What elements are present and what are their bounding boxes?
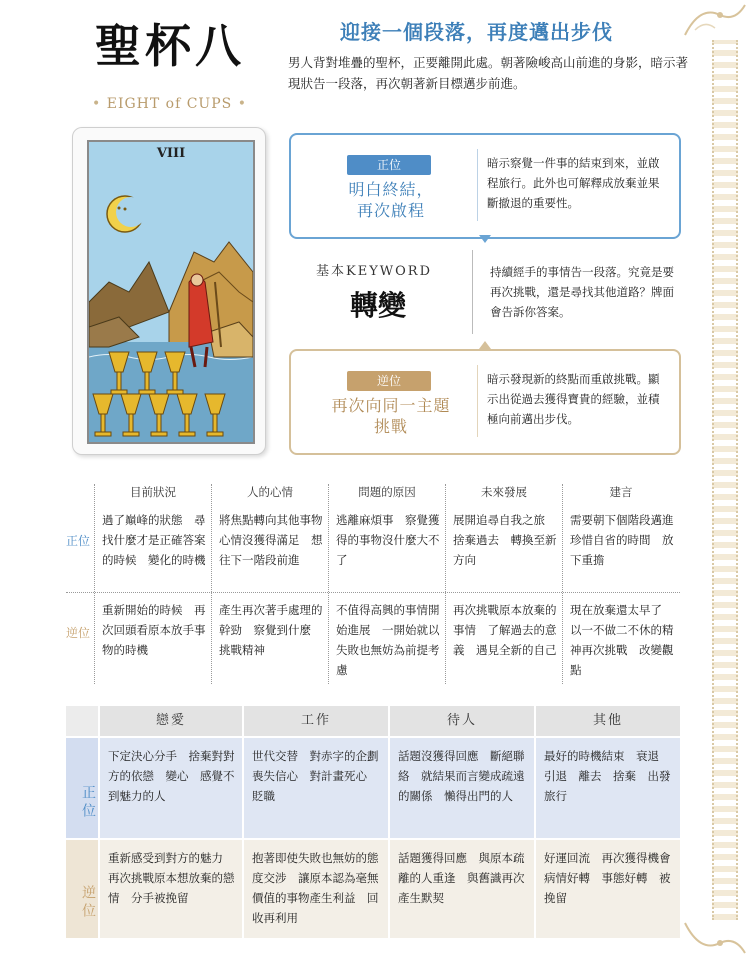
row-label-reversed: 逆位: [66, 626, 91, 640]
reversed-summary-line2: 挑戰: [373, 417, 408, 436]
row-label-reversed: 逆位: [66, 840, 98, 938]
card-english-name: • EIGHT of CUPS •: [92, 96, 247, 112]
table-cell: 現在放棄還太早了 以一不做二不休的精神再次挑戰 改變觀點: [570, 603, 674, 677]
table-cell: 重新感受到對方的魅力 再次挑戰原本想放棄的戀情 分手被挽留: [100, 840, 242, 938]
topic-table: [66, 706, 680, 938]
upright-meaning-box: [289, 133, 681, 239]
table-cell: 話題獲得回應 與原本疏離的人重逢 與舊識再次產生默契: [390, 840, 534, 938]
table-cell: 產生再次著手處理的幹勁 察覺到什麼 挑戰精神: [219, 603, 323, 657]
column-header: 其他: [536, 706, 680, 736]
card-title: 聖杯八: [95, 19, 245, 73]
decorative-side-border: [712, 40, 738, 920]
keyword-divider: [472, 250, 473, 334]
table-cell: 不值得高興的事情開始進展 一開始就以失敗也無妨為前提考慮: [336, 603, 440, 677]
reversed-summary: [311, 395, 471, 437]
table-cell: 再次挑戰原本放棄的事情 了解過去的意義 遇見全新的自己: [453, 603, 557, 657]
table-cell: 最好的時機結束 衰退 引退 離去 捨棄 出發旅行: [536, 738, 680, 838]
upright-description: 暗示察覺一件事的結束到來，並啟程旅行。此外也可解釋成放棄並果斷撤退的重要性。: [487, 156, 660, 210]
column-header: 人的心情: [247, 485, 293, 499]
column-header: 問題的原因: [358, 485, 416, 499]
corner-ornament-bottom: [680, 918, 750, 958]
upright-tag: 正位: [347, 155, 431, 175]
grid-line: [94, 484, 95, 684]
column-header: 戀愛: [100, 706, 242, 736]
keyword-label: 基本KEYWORD: [316, 264, 433, 279]
tarot-card-art: [87, 140, 255, 444]
grid-line: [211, 484, 212, 684]
table-cell: 世代交替 對赤字的企劃喪失信心 對計畫死心 貶職: [244, 738, 388, 838]
column-header: 待人: [390, 706, 534, 736]
card-english-name-text: EIGHT of CUPS: [106, 96, 233, 112]
reversed-meaning-box: [289, 349, 681, 455]
row-label-upright: 正位: [66, 738, 98, 838]
reversed-description: 暗示發現新的終點而重啟挑戰。顯示出從過去獲得寶貴的經驗，並積極向前邁出步伐。: [487, 372, 660, 426]
table-cell: 需要朝下個階段邁進 珍惜自省的時間 放下重擔: [570, 513, 685, 567]
column-header: 未來發展: [481, 485, 527, 499]
row-label-upright: 正位: [66, 534, 91, 548]
grid-line: [66, 592, 680, 593]
reversed-summary-line1: 再次向同一主題: [331, 396, 451, 415]
situation-table: [66, 484, 686, 694]
card-numeral: VIII: [156, 146, 186, 161]
table-cell: 展開追尋自我之旅 捨棄過去 轉換至新方向: [453, 513, 557, 567]
divider: [477, 365, 478, 437]
divider: [477, 149, 478, 221]
column-header: 建言: [609, 485, 633, 499]
headline: 迎接一個段落，再度邁出步伐: [340, 20, 613, 44]
table-cell: 將焦點轉向其他事物 心情沒獲得滿足 想往下一階段前進: [219, 513, 334, 567]
lead-paragraph: 男人背對堆疊的聖杯，正要離開此處。朝著險峻高山前進的身影，暗示著現狀告一段落，再次朝著新目標邁步前進。: [288, 55, 689, 91]
table-corner: [66, 706, 98, 736]
card-illustration: [89, 142, 253, 442]
table-cell: 下定決心分手 捨棄對對方的依戀 變心 感覺不到魅力的人: [100, 738, 242, 838]
grid-line: [445, 484, 446, 684]
grid-line: [562, 484, 563, 684]
column-header: 目前狀況: [130, 485, 176, 499]
upright-summary-line2: 再次啟程: [356, 201, 425, 220]
upright-summary-line1: 明白終結，: [348, 180, 434, 199]
table-cell: 逃離麻煩事 察覺獲得的事物沒什麼大不了: [336, 513, 440, 567]
keyword-value: 轉變: [350, 289, 407, 322]
upright-summary: [311, 179, 471, 221]
table-cell: 過了巔峰的狀態 尋找什麼才是正確答案的時候 變化的時機: [102, 513, 206, 567]
table-cell: 話題沒獲得回應 斷絕聯絡 就結果而言變成疏遠的關係 懶得出門的人: [390, 738, 534, 838]
table-cell: 抱著即使失敗也無妨的態度交涉 讓原本認為毫無價值的事物產生利益 回收再利用: [244, 840, 388, 938]
reversed-tag: 逆位: [347, 371, 431, 391]
table-cell: 好運回流 再次獲得機會 病情好轉 事態好轉 被挽留: [536, 840, 680, 938]
keyword-description: 持續經手的事情告一段落。究竟是要再次挑戰，還是尋找其他道路？牌面會告訴你答案。: [490, 265, 674, 319]
arrow-down-icon: [479, 235, 491, 243]
corner-ornament-top: [680, 0, 750, 40]
column-header: 工作: [244, 706, 388, 736]
tarot-card-image: [72, 127, 266, 455]
arrow-up-icon: [479, 341, 491, 349]
table-cell: 重新開始的時候 再次回頭看原本放手事物的時機: [102, 603, 206, 657]
